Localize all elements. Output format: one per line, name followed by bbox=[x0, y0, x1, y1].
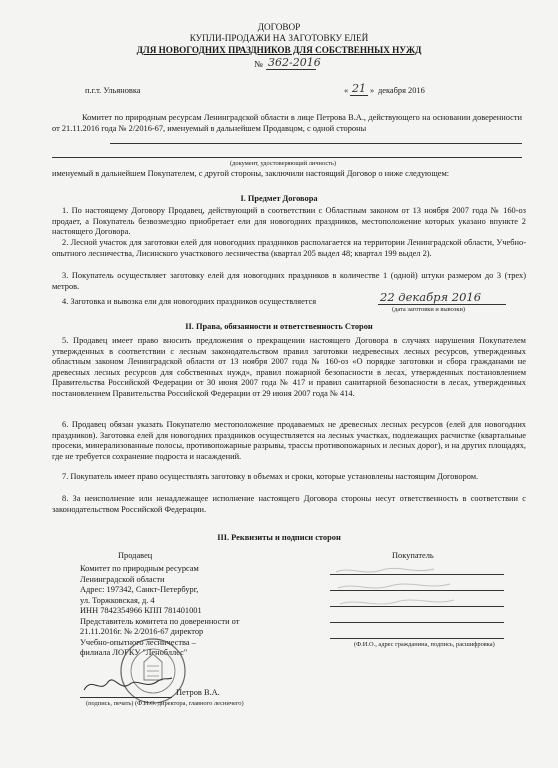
preamble-blank-line-1 bbox=[110, 143, 522, 144]
date-open-quote: « bbox=[344, 86, 349, 95]
preamble-blank-line-2 bbox=[52, 157, 522, 158]
contract-purpose: ДЛЯ НОВОГОДНИХ ПРАЗДНИКОВ ДЛЯ СОБСТВЕННЫХ НУЖД bbox=[136, 45, 422, 55]
seller-signature-line bbox=[80, 697, 172, 698]
seller-line: Представитель комитета по доверенности от bbox=[80, 616, 240, 626]
date-month-year: декабря 2016 bbox=[378, 86, 425, 95]
contract-number-handwritten: 362-2016 bbox=[268, 56, 321, 69]
buyer-title: Покупатель bbox=[392, 551, 434, 560]
section-1-item-2: 2. Лесной участок для заготовки елей для новогодних праздников располагается на территории Ленинградской области, Учебно-опытного лесничества, Лисинского участкового лесничества (квартал 205 выдел 48; квартал 199 выдел 2). bbox=[52, 238, 526, 258]
section-1-item-4: 4. Заготовка и вывозка ели для новогодних праздников осуществляется bbox=[62, 297, 317, 306]
seller-line: Ленинградской области bbox=[80, 574, 165, 584]
date-day-underline bbox=[350, 95, 368, 96]
seller-line: филиала ЛОГКУ "Ленобллес" bbox=[80, 648, 188, 657]
harvest-date-handwritten: 22 декабря 2016 bbox=[380, 290, 482, 304]
harvest-date-caption: (дата заготовки и вывозки) bbox=[392, 306, 466, 313]
place: п.г.т. Ульяновка bbox=[85, 86, 141, 95]
seller-line: ул. Торжковская, д. 4 bbox=[80, 595, 155, 605]
seller-title: Продавец bbox=[118, 551, 153, 560]
seller-sign-caption: (подпись, печать) (Ф.И.О. директора, главного лесничего) bbox=[86, 700, 244, 707]
number-underline bbox=[266, 69, 316, 70]
seller-signature bbox=[80, 672, 175, 698]
harvest-date-underline bbox=[378, 304, 506, 305]
section-2-heading: II. Права, обязанности и ответственность Сторон bbox=[185, 322, 373, 331]
buyer-caption: (Ф.И.О., адрес гражданина, подпись, расшифровка) bbox=[354, 641, 495, 648]
section-1-item-1: 1. По настоящему Договору Продавец, действующий в соответствии с Областным законом от 13 ноября 2007 года № 160-оз продает, а Покупатель безвозмездно приобретает ели для новогодних праздников, местоположение которых указано впункте 2 настоящего Договора. bbox=[52, 206, 526, 236]
section-1-item-3: 3. Покупатель осуществляет заготовку елей для новогодних праздников в количестве 1 (одной) штуки размером до 3 (трех) метров. bbox=[52, 271, 526, 291]
seller-line: 21.11.2016г. № 2/2016-67 директор bbox=[80, 627, 204, 636]
section-1-heading: I. Предмет Договора bbox=[240, 194, 318, 203]
buyer-redacted-handwriting bbox=[330, 562, 506, 640]
date-day-handwritten: 21 bbox=[352, 82, 366, 95]
section-3-heading: III. Реквизиты и подписи сторон bbox=[217, 533, 341, 542]
date-close-quote: » bbox=[370, 86, 375, 95]
seller-line: Учебно-опытного лесничества – bbox=[80, 637, 196, 647]
seller-signer-name: Петров В.А. bbox=[176, 688, 220, 697]
seller-line: Адрес: 197342, Санкт-Петербург, bbox=[80, 585, 199, 594]
seller-line: ИНН 7842354966 КПП 781401001 bbox=[80, 606, 202, 615]
preamble-buyer: именуемый в дальнейшем Покупателем, с другой стороны, заключили настоящий Договор о ниже следующем: bbox=[52, 169, 450, 178]
contract-number-prefix: № bbox=[254, 59, 263, 69]
contract-subtitle: КУПЛИ-ПРОДАЖИ НА ЗАГОТОВКУ ЕЛЕЙ bbox=[189, 33, 369, 43]
seller-line: Комитет по природным ресурсам bbox=[80, 564, 199, 573]
section-2-item-7: 7. Покупатель имеет право осуществлять заготовку в объемах и сроки, которые установлены настоящим Договором. bbox=[62, 472, 479, 481]
preamble-doc-caption: (документ, удостоверяющий личность) bbox=[230, 160, 336, 167]
section-2-item-8: 8. За неисполнение или ненадлежащее исполнение настоящего Договора стороны несут ответственность в соответствии с законодательством Российской Федерации. bbox=[52, 494, 526, 514]
section-2-item-5: 5. Продавец имеет право вносить предложения о прекращении настоящего Договора в случаях нарушения Покупателем утвержденных в соответствии с лесным законодательством правил заготовки недревесных лесных ресурсов, утвержденных областным законом Ленинградской области от 13 ноября 2007 года № 160-оз «О порядке заготовки и сбора гражданами не древесных лесных ресурсов для собственных нужд», правил пожарной безопасности в лесах, утвержденных постановлением Правительства Российской Федерации от 30 июня 2007 года № 417 и правил санитарной безопасности в лесах, утвержденных постановлением Правительства Российской Федерации от 29 июня 2007 года № 414. bbox=[52, 336, 526, 398]
section-2-item-6: 6. Продавец обязан указать Покупателю местоположение продаваемых не древесных лесных ресурсов (елей для новогодних праздников). Заготовка елей для новогодних праздников осуществляется на лесных участках, подлежащих расчистке (квартальные просеки, минерализованные полосы, противопожарные разрывы, трассы противопожарных и лесных дорог), и на других площадях, где не требуется сохранение подроста и насаждений. bbox=[52, 420, 526, 461]
preamble-seller: Комитет по природным ресурсам Ленинградской области в лице Петрова В.А., действующего на основании доверенности от 21.11.2016 года № 2/2016-67, именуемый в дальнейшем Продавцом, с одной стороны bbox=[52, 113, 522, 133]
contract-title: ДОГОВОР bbox=[257, 22, 301, 32]
